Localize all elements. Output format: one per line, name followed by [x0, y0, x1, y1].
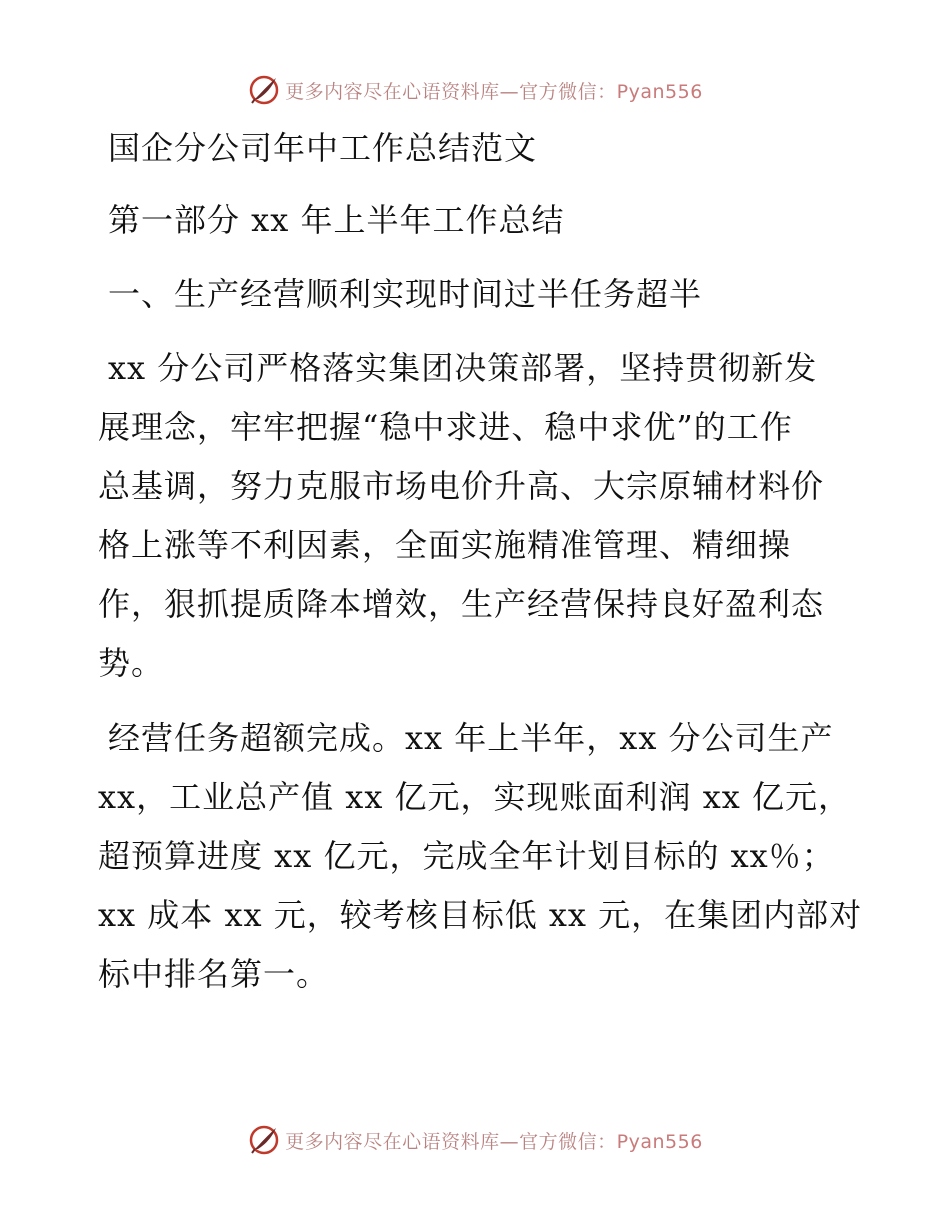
watermark-group: [247, 73, 703, 107]
watermark-text: 更多内容尽在心语资料库—官方微信：Pyan556: [285, 80, 703, 103]
paragraph-line: 格上涨等不利因素，全面实施精准管理、精细操: [98, 526, 792, 564]
document-title: 国企分公司年中工作总结范文: [108, 129, 538, 167]
paragraph-line: 经营任务超额完成。xx 年上半年，xx 分公司生产: [108, 719, 834, 757]
paragraph-line: xx 分公司严格落实集团决策部署，坚持贯彻新发: [108, 349, 818, 387]
watermark-wechat-id: Pyan556: [616, 1130, 703, 1153]
paragraph-line: 展理念，牢牢把握“稳中求进、稳中求优”的工作: [98, 408, 793, 446]
quill-logo-icon: [247, 73, 281, 107]
section-heading: 一、生产经营顺利实现时间过半任务超半: [108, 275, 703, 313]
paragraph-line: 超预算进度 xx 亿元，完成全年计划目标的 xx％；: [98, 837, 835, 875]
paragraph-line: 标中排名第一。: [98, 955, 330, 993]
watermark-group: [247, 1123, 703, 1157]
paragraph-line: 势。: [98, 644, 165, 682]
watermark-text: 更多内容尽在心语资料库—官方微信：Pyan556: [285, 1130, 703, 1153]
paragraph-line: xx，工业总产值 xx 亿元，实现账面利润 xx 亿元，: [98, 778, 851, 816]
paragraph-line: 总基调，努力克服市场电价升高、大宗原辅材料价: [98, 467, 825, 505]
quill-logo-icon: [247, 1123, 281, 1157]
paragraph-line: 作，狠抓提质降本增效，生产经营保持良好盈利态: [98, 585, 825, 623]
paragraph-line: xx 成本 xx 元，较考核目标低 xx 元，在集团内部对: [98, 896, 863, 934]
watermark-footer: [0, 1120, 950, 1160]
watermark-header: [0, 70, 950, 110]
part-heading: 第一部分 xx 年上半年工作总结: [108, 201, 565, 239]
watermark-wechat-id: Pyan556: [616, 80, 703, 103]
